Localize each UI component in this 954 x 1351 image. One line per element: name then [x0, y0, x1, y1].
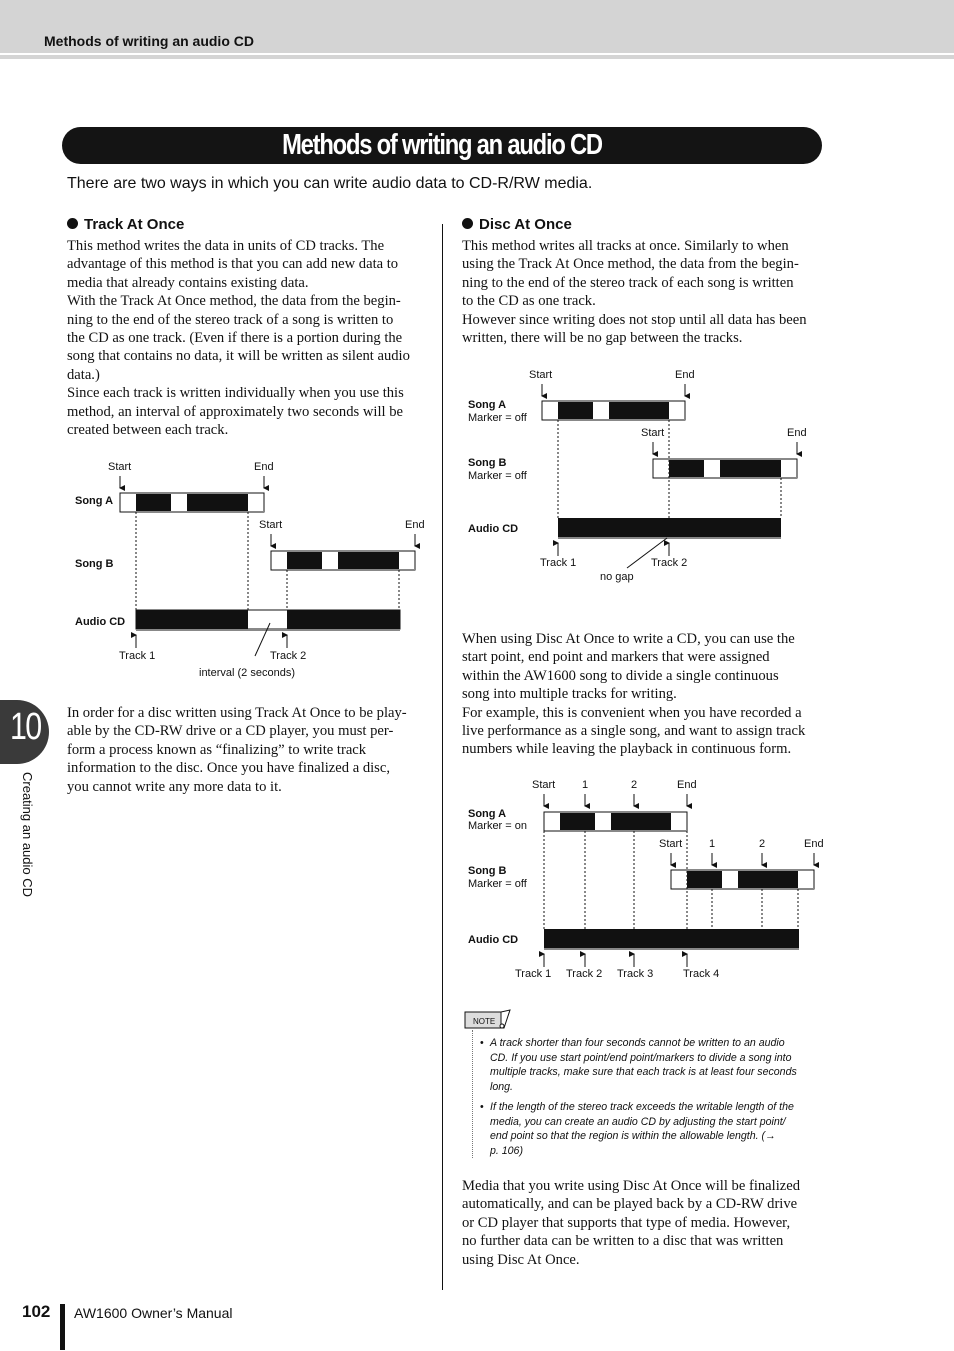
disc-at-once-diagram: [462, 362, 822, 587]
d3-marker-b: Marker = off: [468, 878, 527, 890]
d3-start-b: Start: [659, 838, 683, 850]
section-banner: [62, 127, 822, 164]
disc-at-once-text: This method writes all tracks at once. Similarly to when using the Track At Once method, the data from the begin- ning to the end of the stereo track of each song is written to the CD as one track. However since writing does not stop until all data has been written, there will be no gap between the tracks.: [462, 238, 807, 347]
note-item-1: • A track shorter than four seconds cannot be written to an audio CD. If you use start point/end point/markers to divide a song into multiple tracks, make sure that each track is at least four seconds long.: [480, 1037, 797, 1093]
d1-song-b-label: Song B: [75, 558, 114, 570]
finalized-text: Media that you write using Disc At Once will be finalized automatically, and can be played back by a CD-RW drive or CD player that supports that type of media. However, no further data can be written to a disc that was written using Disc At Once.: [462, 1178, 801, 1268]
d2-marker-b: Marker = off: [468, 470, 527, 482]
d3-track1: Track 1: [515, 968, 552, 980]
bullet-dot-icon: [67, 218, 78, 229]
d1-start-b: Start: [259, 519, 283, 531]
d1-audio-cd-label: Audio CD: [75, 616, 126, 628]
d2-end-a: End: [675, 369, 695, 381]
d2-song-a-label: Song A: [468, 399, 507, 411]
footer-bar: [60, 1304, 65, 1350]
finalizing-text: In order for a disc written using Track At Once to be play- able by the CD-RW drive or a CD player, you must per- form a process known as “finalizing” to write track information to the disc. Once you have finalized a disc, you cannot write any more data to it.: [67, 705, 407, 795]
bullet-dot-icon: [462, 218, 473, 229]
d1-track1: Track 1: [119, 650, 156, 662]
d3-marker-a: Marker = on: [468, 820, 527, 832]
d3-end-a: End: [677, 779, 697, 791]
track-at-once-text: This method writes the data in units of CD tracks. The advantage of this method is that you can add new data to media that already contains existing data. With the Track At Once method, the data from the begin- ning to the end of the stereo track of a song is written to the CD as one track. (Even if there is a portion during the song that contains no data, it will be written as silent audio data.) Since each track is written individually when you use this method, an interval of approximately two seconds will be created between each track.: [67, 238, 410, 439]
d3-start-a: Start: [532, 779, 556, 791]
marker-diagram: [462, 772, 832, 987]
note-rule: [472, 1030, 473, 1158]
track-at-once-diagram: [60, 455, 440, 685]
d3-track2: Track 2: [566, 968, 603, 980]
d2-start-b: Start: [641, 427, 665, 439]
manual-title: AW1600 Owner’s Manual: [74, 1305, 233, 1321]
d2-song-b-label: Song B: [468, 457, 507, 469]
header-rule: [0, 55, 954, 59]
chapter-number: 10: [10, 706, 41, 748]
markers-text: When using Disc At Once to write a CD, you can use the start point, end point and markers that were assigned within the AW1600 song to divide a single continuous song into multiple tracks for writing. For example, this is convenient when you have recorded a live performance as a single song, and want to assign track numbers while leaving the playback in continuous form.: [462, 631, 806, 758]
d3-marker1-b: 1: [709, 838, 716, 850]
d1-start-a: Start: [108, 461, 132, 473]
d2-track2: Track 2: [651, 557, 688, 569]
d3-marker2-b: 2: [759, 838, 766, 850]
d3-track3: Track 3: [617, 968, 654, 980]
d3-audio-cd-label: Audio CD: [468, 934, 519, 946]
d3-marker2-a: 2: [631, 779, 638, 791]
d2-no-gap: no gap: [600, 571, 634, 583]
track-at-once-heading: Track At Once: [67, 216, 184, 233]
chapter-label: Creating an audio CD: [20, 772, 35, 898]
d3-song-b-label: Song B: [468, 865, 507, 877]
d3-song-a-label: Song A: [468, 808, 507, 820]
d2-start-a: Start: [529, 369, 553, 381]
d2-track1: Track 1: [540, 557, 577, 569]
d3-marker1-a: 1: [582, 779, 589, 791]
page-number: 102: [22, 1302, 51, 1321]
intro-text: There are two ways in which you can write audio data to CD-R/RW media.: [67, 175, 593, 192]
d3-end-b: End: [804, 838, 824, 850]
banner-title: Methods of writing an audio CD: [282, 129, 602, 161]
d1-interval: interval (2 seconds): [199, 667, 295, 679]
note-item-2: • If the length of the stereo track exceeds the writable length of the media, you can create an audio CD by adjusting the start point/ end point so that the region is within the allowable length. (→ p. 106): [480, 1101, 794, 1157]
d2-marker-a: Marker = off: [468, 412, 527, 424]
d3-track4: Track 4: [683, 968, 720, 980]
d1-end-b: End: [405, 519, 425, 531]
disc-at-once-heading: Disc At Once: [462, 216, 572, 233]
header-title: Methods of writing an audio CD: [44, 33, 254, 49]
d2-audio-cd-label: Audio CD: [468, 523, 519, 535]
d1-song-a-label: Song A: [75, 495, 114, 507]
d2-end-b: End: [787, 427, 807, 439]
column-divider: [442, 224, 443, 1290]
d1-track2: Track 2: [270, 650, 307, 662]
d1-end-a: End: [254, 461, 274, 473]
note-tag-label: NOTE: [473, 1017, 496, 1026]
